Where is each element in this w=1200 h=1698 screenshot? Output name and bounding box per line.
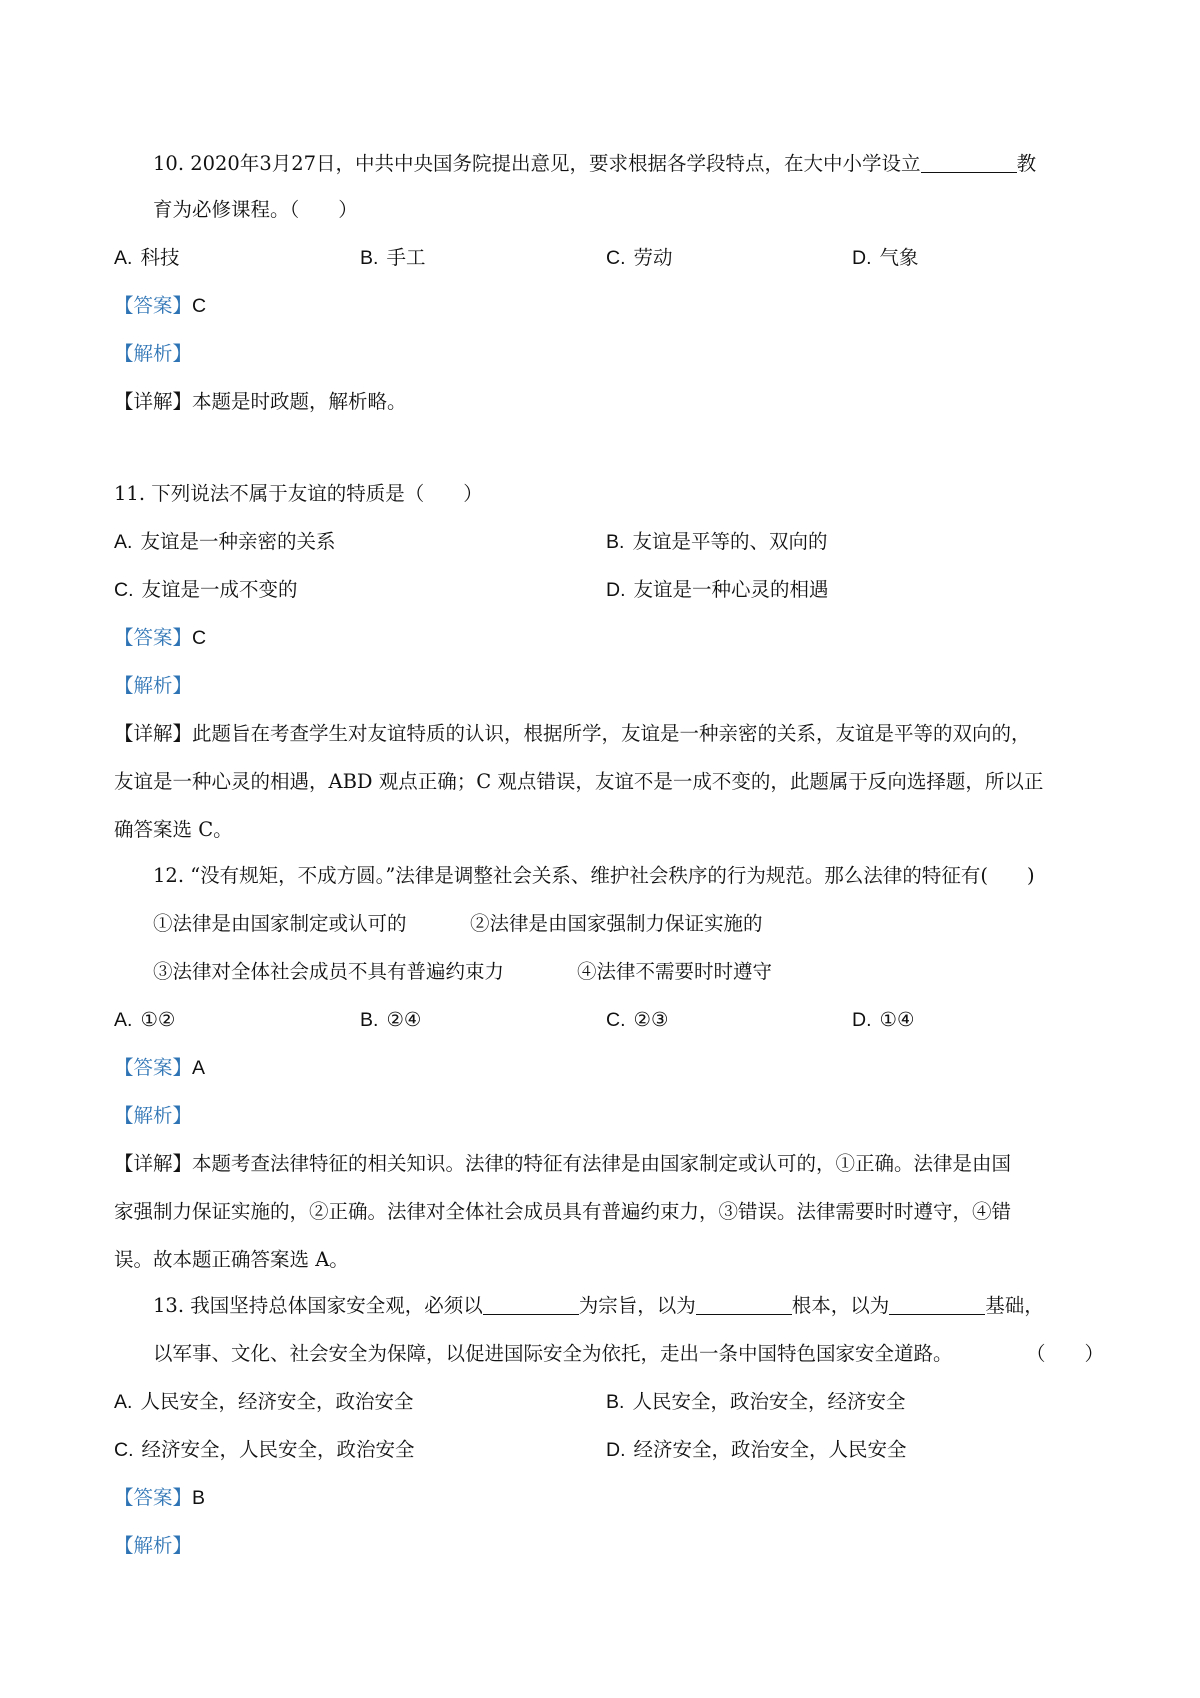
option-text: 劳动 — [633, 246, 673, 269]
q13-option-c[interactable] — [114, 1428, 415, 1472]
option-text: 科技 — [140, 246, 180, 269]
q12-answer — [114, 1046, 1104, 1090]
detail-text: 友谊是一种心灵的相遇，ABD 观点正确；C 观点错误，友谊不是一成不变的，此题属于反向选择题，所以正 — [114, 770, 1044, 793]
q13-stem-line2-text: 以军事、文化、社会安全为保障，以促进国际安全为依托，走出一条中国特色国家安全道路。 — [153, 1342, 953, 1365]
q12-analysis — [114, 1094, 1104, 1138]
option-label: C. — [606, 1009, 626, 1031]
q13-blank-3 — [889, 1292, 985, 1315]
q10-analysis — [114, 332, 1104, 376]
answer-tag: 【答案】 — [114, 1486, 193, 1509]
q10-blank — [921, 150, 1017, 173]
q11-option-a[interactable] — [114, 520, 335, 564]
q12-stem — [153, 854, 1104, 898]
q10-stem-line2 — [153, 188, 1104, 232]
q10-stem-text-end: 教 — [1016, 152, 1037, 175]
q13-option-d[interactable] — [606, 1428, 907, 1472]
q12-statements-row2 — [153, 950, 1104, 994]
q11-option-d[interactable] — [606, 568, 829, 612]
q10-options — [114, 236, 1104, 280]
option-label: D. — [606, 1439, 626, 1461]
analysis-tag: 【解析】 — [114, 674, 193, 697]
q13-answer — [114, 1476, 1104, 1520]
option-label: B. — [606, 531, 625, 553]
q12-stem-text: 12. “没有规矩，不成方圆。”法律是调整社会关系、维护社会秩序的行为规范。那么法律的特征有( ) — [153, 864, 1035, 887]
q11-options-row2 — [114, 568, 1104, 612]
q12-statement-3: ③法律对全体社会成员不具有普遍约束力 — [153, 960, 505, 983]
q11-analysis — [114, 664, 1104, 708]
option-text: ①② — [140, 1008, 176, 1031]
detail-text: 误。故本题正确答案选 A。 — [114, 1248, 349, 1271]
q11-detail-line1 — [114, 712, 1104, 756]
option-text: ②③ — [633, 1008, 669, 1031]
q12-detail-line2 — [114, 1190, 1104, 1234]
detail-text: 确答案选 C。 — [114, 818, 233, 841]
q11-option-b[interactable] — [606, 520, 827, 564]
q12-options — [114, 998, 1104, 1042]
q12-statement-1: ①法律是由国家制定或认可的 — [153, 912, 407, 935]
option-text: 友谊是平等的、双向的 — [632, 530, 828, 553]
q10-stem-line2-text: 育为必修课程。（ ） — [153, 198, 358, 221]
analysis-tag: 【解析】 — [114, 342, 193, 365]
q13-blank-2 — [696, 1292, 792, 1315]
q13-stem-line2 — [153, 1332, 1104, 1376]
q10-option-d[interactable] — [852, 236, 919, 280]
q11-detail-line2 — [114, 760, 1104, 804]
answer-value: C — [192, 627, 207, 649]
q11-detail-line3 — [114, 808, 1104, 852]
detail-text: 家强制力保证实施的，②正确。法律对全体社会成员具有普遍约束力，③错误。法律需要时时遵守，④错 — [114, 1200, 1012, 1223]
q13-answer-paren: （ ） — [1025, 1342, 1104, 1365]
option-text: 友谊是一种心灵的相遇 — [633, 578, 829, 601]
option-label: A. — [114, 531, 133, 553]
q13-options-row2 — [114, 1428, 1104, 1472]
option-label: C. — [114, 579, 134, 601]
option-label: B. — [606, 1391, 625, 1413]
answer-value: C — [192, 295, 207, 317]
option-text: ①④ — [879, 1008, 915, 1031]
option-label: D. — [606, 579, 626, 601]
option-text: 气象 — [879, 246, 919, 269]
q13-blank-1 — [483, 1292, 579, 1315]
q11-options-row1 — [114, 520, 1104, 564]
answer-tag: 【答案】 — [114, 1056, 193, 1079]
q10-option-c[interactable] — [606, 236, 673, 280]
option-label: D. — [852, 247, 872, 269]
q13-options-row1 — [114, 1380, 1104, 1424]
answer-value: B — [192, 1487, 206, 1509]
q11-stem — [114, 472, 1104, 516]
q12-statement-2: ②法律是由国家强制力保证实施的 — [470, 912, 763, 935]
option-label: B. — [360, 247, 379, 269]
q12-option-b[interactable] — [360, 998, 421, 1042]
answer-tag: 【答案】 — [114, 294, 193, 317]
q10-option-b[interactable] — [360, 236, 425, 280]
option-text: 经济安全，政治安全，人民安全 — [633, 1438, 907, 1461]
q13-stem-line1 — [153, 1284, 1104, 1328]
option-label: B. — [360, 1009, 379, 1031]
q12-statements-row1 — [153, 902, 1104, 946]
q10-stem-text: 10. 2020年3月27日，中共中央国务院提出意见，要求根据各学段特点，在大中小学设立 — [153, 152, 921, 175]
option-text: 手工 — [386, 246, 426, 269]
q10-option-a[interactable] — [114, 236, 179, 280]
option-label: A. — [114, 247, 133, 269]
q13-option-b[interactable] — [606, 1380, 905, 1424]
option-label: C. — [114, 1439, 134, 1461]
q12-detail-line1 — [114, 1142, 1104, 1186]
detail-text: 【详解】本题考查法律特征的相关知识。法律的特征有法律是由国家制定或认可的，①正确。法律是由国 — [114, 1152, 1012, 1175]
q12-option-d[interactable] — [852, 998, 914, 1042]
q12-option-c[interactable] — [606, 998, 668, 1042]
analysis-tag: 【解析】 — [114, 1534, 193, 1557]
option-text: 友谊是一成不变的 — [141, 578, 298, 601]
option-label: A. — [114, 1009, 133, 1031]
option-text: 友谊是一种亲密的关系 — [140, 530, 336, 553]
option-text: 经济安全，人民安全，政治安全 — [141, 1438, 415, 1461]
q10-answer — [114, 284, 1104, 328]
q10-stem-line1 — [153, 142, 1104, 186]
q13-stem-part: 13. 我国坚持总体国家安全观，必须以 — [153, 1294, 483, 1317]
q12-statement-4: ④法律不需要时时遵守 — [577, 960, 773, 983]
q10-detail — [114, 380, 1104, 424]
q13-stem-part: 基础， — [985, 1294, 1044, 1317]
q13-option-a[interactable] — [114, 1380, 413, 1424]
detail-text: 【详解】此题旨在考查学生对友谊特质的认识，根据所学，友谊是一种亲密的关系，友谊是平等的双向的， — [114, 722, 1031, 745]
option-text: ②④ — [386, 1008, 422, 1031]
q13-stem-part: 为宗旨，以为 — [578, 1294, 696, 1317]
q12-detail-line3 — [114, 1238, 1104, 1282]
option-label: D. — [852, 1009, 872, 1031]
q11-option-c[interactable] — [114, 568, 298, 612]
detail-text: 【详解】本题是时政题，解析略。 — [114, 390, 407, 413]
answer-value: A — [192, 1057, 206, 1079]
q11-stem-text: 11. 下列说法不属于友谊的特质是（ ） — [114, 482, 483, 505]
answer-tag: 【答案】 — [114, 626, 193, 649]
q13-stem-part: 根本，以为 — [791, 1294, 890, 1317]
option-text: 人民安全，经济安全，政治安全 — [140, 1390, 414, 1413]
analysis-tag: 【解析】 — [114, 1104, 193, 1127]
option-label: A. — [114, 1391, 133, 1413]
q13-analysis — [114, 1524, 1104, 1568]
q12-option-a[interactable] — [114, 998, 175, 1042]
option-label: C. — [606, 247, 626, 269]
q11-answer — [114, 616, 1104, 660]
option-text: 人民安全，政治安全，经济安全 — [632, 1390, 906, 1413]
